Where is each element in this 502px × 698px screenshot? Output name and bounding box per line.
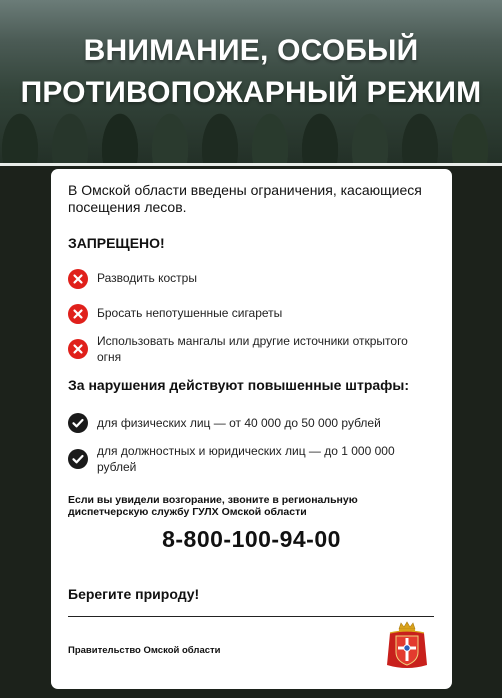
check-circle-icon <box>68 413 88 433</box>
government-label: Правительство Омской области <box>68 645 221 656</box>
hotline-phone: 8-800-100-94-00 <box>162 526 341 552</box>
intro-text: В Омской области введены ограничения, касающиеся посещения лесов. <box>68 182 422 215</box>
banner-title <box>0 30 502 114</box>
slogan: Берегите природу! <box>68 586 200 602</box>
coat-of-arms-icon <box>384 621 430 671</box>
forbidden-heading: ЗАПРЕЩЕНО! <box>68 235 165 251</box>
x-circle-icon <box>68 269 88 289</box>
fine-item-text: для физических лиц — от 40 000 до 50 000 рублей <box>97 416 381 430</box>
banner-divider <box>0 163 502 166</box>
forest-banner <box>0 0 502 165</box>
forbidden-item-text: Использовать мангалы или другие источники открытого огня <box>97 334 408 364</box>
banner-title-line1: ВНИМАНИЕ, ОСОБЫЙ <box>83 34 419 67</box>
contact-text: Если вы увидели возгорание, звоните в региональную диспетчерскую службу ГУЛХ Омской области <box>68 494 358 518</box>
x-circle-icon <box>68 339 88 359</box>
fine-item-text: для должностных и юридических лиц — до 1 000 000 рублей <box>97 444 395 474</box>
forbidden-item-text: Бросать непотушенные сигареты <box>97 306 283 320</box>
forbidden-item-text: Разводить костры <box>97 271 197 285</box>
divider-line <box>68 616 434 617</box>
check-circle-icon <box>68 449 88 469</box>
fines-heading: За нарушения действуют повышенные штрафы: <box>68 377 410 393</box>
banner-title-line2: ПРОТИВОПОЖАРНЫЙ РЕЖИМ <box>20 76 482 109</box>
notice-card <box>51 169 452 689</box>
x-circle-icon <box>68 304 88 324</box>
